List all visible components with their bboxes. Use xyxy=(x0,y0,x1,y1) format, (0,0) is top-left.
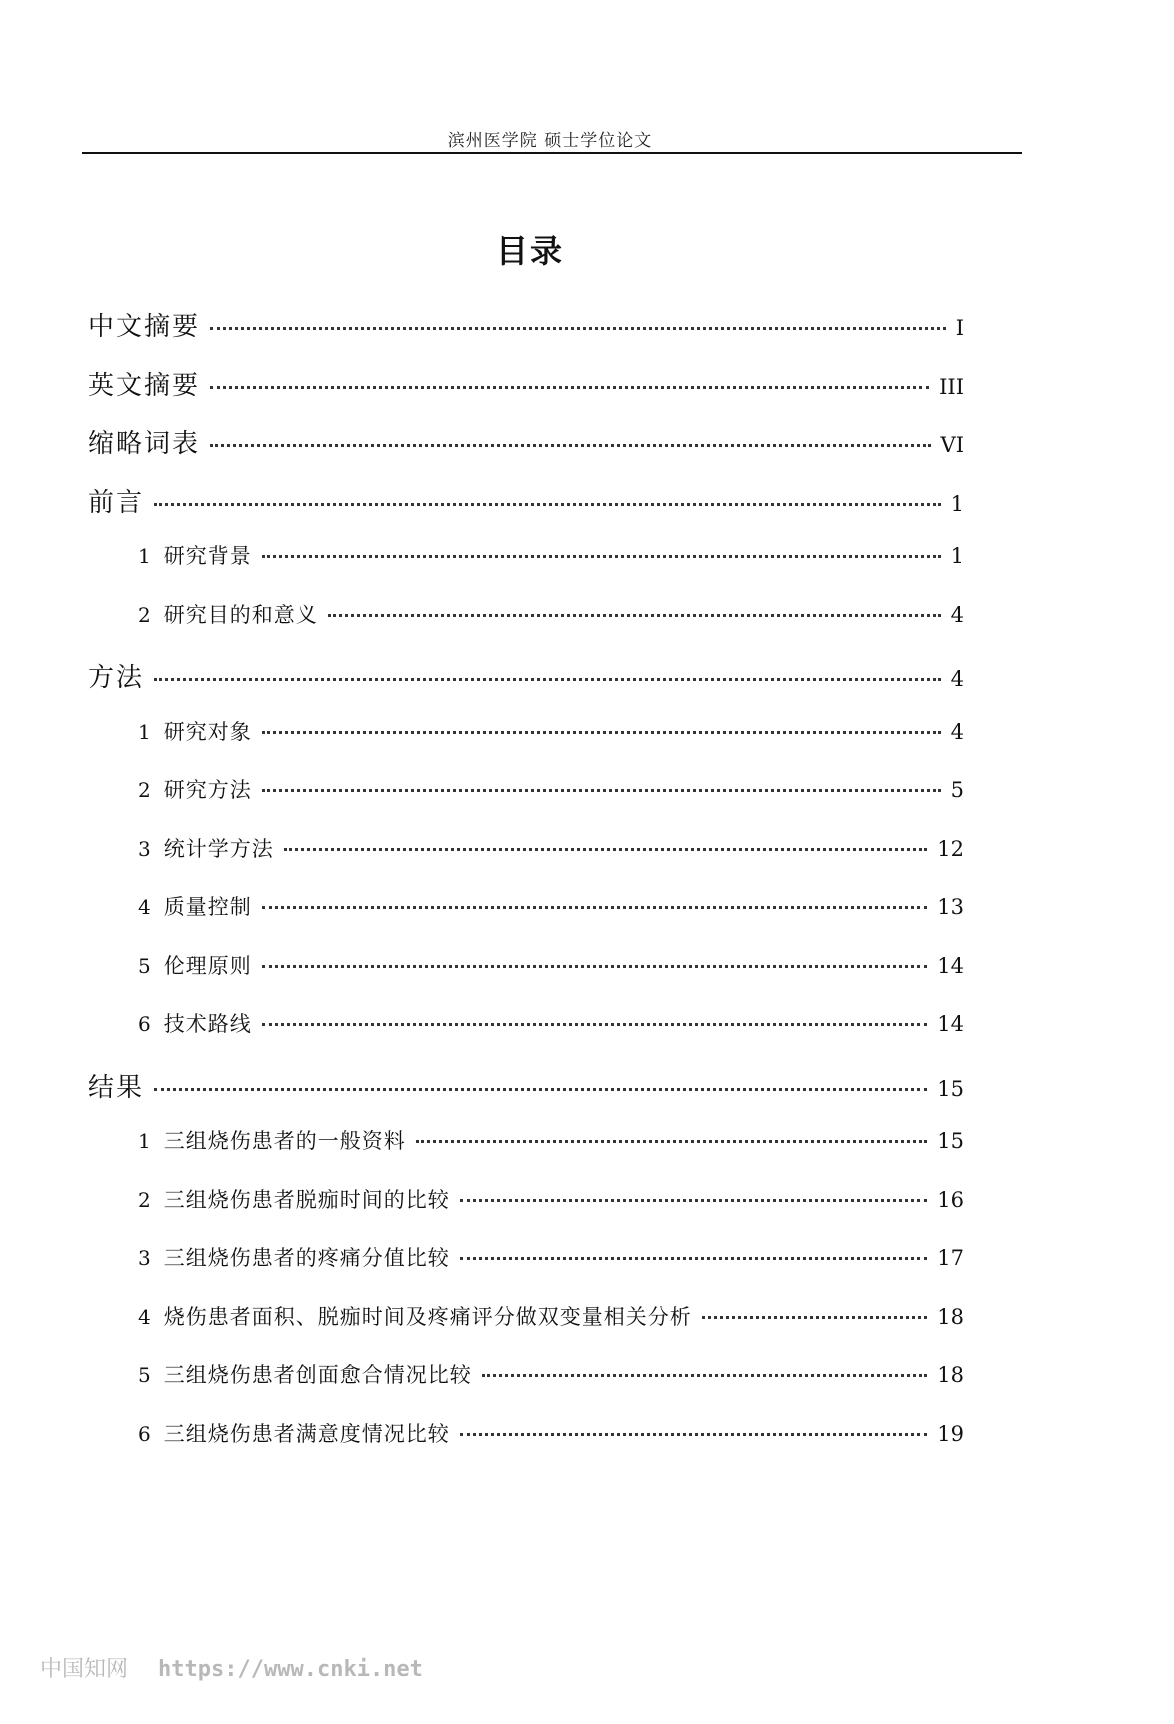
dot-leader xyxy=(284,848,928,851)
toc-entry[interactable] xyxy=(138,1125,964,1155)
toc-entry-label: 研究方法 xyxy=(163,778,252,802)
toc-entry-label: 研究目的和意义 xyxy=(163,603,318,627)
toc-entry-label: 缩略词表 xyxy=(88,429,201,459)
toc-entry-number: 1 xyxy=(138,1129,152,1153)
dot-leader xyxy=(210,386,929,389)
toc-entry-page-number: 5 xyxy=(950,778,964,802)
toc-entry[interactable] xyxy=(138,1008,964,1038)
toc-entry-page-number: 1 xyxy=(950,544,964,568)
toc-entry-label: 前言 xyxy=(88,488,145,518)
toc-entry-page-number: 13 xyxy=(937,895,964,919)
toc-entry-page-number: 16 xyxy=(937,1188,964,1212)
dot-leader xyxy=(328,614,941,617)
toc-entry-label: 三组烧伤患者创面愈合情况比较 xyxy=(163,1363,472,1387)
toc-entry-label: 研究背景 xyxy=(163,544,252,568)
toc-entry-page-number: 15 xyxy=(937,1077,964,1101)
toc-entry[interactable] xyxy=(88,423,964,460)
toc-entry[interactable] xyxy=(138,540,964,570)
toc-entry-page-number: 4 xyxy=(950,603,964,627)
watermark-url: https://www.cnki.net xyxy=(158,1657,423,1682)
toc-entry-number: 2 xyxy=(138,1188,152,1212)
toc-entry[interactable] xyxy=(138,716,964,746)
dot-leader xyxy=(262,906,928,909)
toc-entry[interactable] xyxy=(138,1359,964,1389)
dot-leader xyxy=(482,1374,928,1377)
toc-entry-page-number: 4 xyxy=(950,720,964,744)
toc-entry-page-number: 14 xyxy=(937,954,964,978)
toc-entry[interactable] xyxy=(88,365,964,402)
toc-entry[interactable] xyxy=(88,306,964,343)
toc-entry-label: 三组烧伤患者的一般资料 xyxy=(163,1129,406,1153)
toc-entry-label: 伦理原则 xyxy=(163,954,252,978)
toc-entry-page-number: I xyxy=(955,316,964,340)
dot-leader xyxy=(210,444,931,447)
toc-entry-number: 2 xyxy=(138,778,152,802)
toc-entry-number: 2 xyxy=(138,603,152,627)
toc-entry-number: 3 xyxy=(138,837,152,861)
dot-leader xyxy=(262,731,941,734)
toc-entry-label: 三组烧伤患者脱痂时间的比较 xyxy=(163,1188,450,1212)
toc-entry-page-number: 15 xyxy=(937,1129,964,1153)
toc-entry-page-number: III xyxy=(939,375,964,399)
toc-entry-label: 质量控制 xyxy=(163,895,252,919)
dot-leader xyxy=(460,1257,928,1260)
toc-entry-label: 研究对象 xyxy=(163,720,252,744)
toc-entry-label: 英文摘要 xyxy=(88,371,201,401)
dot-leader xyxy=(262,555,941,558)
toc-entry-page-number: 1 xyxy=(950,492,964,516)
cnki-watermark xyxy=(40,1652,423,1683)
dot-leader xyxy=(460,1199,928,1202)
toc-entry-page-number: 17 xyxy=(937,1246,964,1270)
toc-entry[interactable] xyxy=(138,891,964,921)
toc-entry-page-number: 4 xyxy=(950,667,964,691)
toc-entry-number: 6 xyxy=(138,1422,152,1446)
dot-leader xyxy=(702,1316,928,1319)
toc-entry-page-number: 18 xyxy=(937,1305,964,1329)
dot-leader xyxy=(154,503,941,506)
toc-entry[interactable] xyxy=(138,1184,964,1214)
toc-entry-page-number: 19 xyxy=(937,1422,964,1446)
toc-entry-label: 烧伤患者面积、脱痂时间及疼痛评分做双变量相关分析 xyxy=(163,1305,692,1329)
dot-leader xyxy=(154,1088,927,1091)
running-header: 滨州医学院 硕士学位论文 xyxy=(447,131,653,151)
toc-entry-label: 结果 xyxy=(88,1073,145,1103)
header-rule xyxy=(82,152,1022,154)
toc-entry[interactable] xyxy=(138,599,964,629)
dot-leader xyxy=(460,1433,928,1436)
toc-entry-label: 技术路线 xyxy=(163,1012,252,1036)
toc-entry[interactable] xyxy=(88,482,964,519)
toc-title: 目录 xyxy=(495,232,564,270)
toc-entry-number: 1 xyxy=(138,544,152,568)
toc-entry[interactable] xyxy=(138,1418,964,1448)
watermark-name: 中国知网 xyxy=(40,1657,129,1682)
toc-entry-page-number: 18 xyxy=(937,1363,964,1387)
toc-entry-page-number: VI xyxy=(940,433,964,457)
toc-entry-number: 6 xyxy=(138,1012,152,1036)
toc-entry[interactable] xyxy=(88,657,964,694)
toc-entry[interactable] xyxy=(138,1301,964,1331)
dot-leader xyxy=(210,327,946,330)
toc-entry-number: 1 xyxy=(138,720,152,744)
toc-entry-number: 4 xyxy=(138,895,152,919)
toc-entry[interactable] xyxy=(138,833,964,863)
dot-leader xyxy=(262,789,941,792)
dot-leader xyxy=(262,1023,928,1026)
toc-entry-number: 5 xyxy=(138,1363,152,1387)
dot-leader xyxy=(416,1140,928,1143)
toc-entry-number: 5 xyxy=(138,954,152,978)
toc-entry-number: 3 xyxy=(138,1246,152,1270)
toc-entry-label: 三组烧伤患者的疼痛分值比较 xyxy=(163,1246,450,1270)
toc-entry-number: 4 xyxy=(138,1305,152,1329)
toc-entry[interactable] xyxy=(88,1067,964,1104)
toc-entry-label: 统计学方法 xyxy=(163,837,274,861)
toc-entry-label: 三组烧伤患者满意度情况比较 xyxy=(163,1422,450,1446)
toc-entry[interactable] xyxy=(138,950,964,980)
toc-entry-label: 方法 xyxy=(88,663,145,693)
toc-entry-page-number: 14 xyxy=(937,1012,964,1036)
toc-entry-label: 中文摘要 xyxy=(88,312,201,342)
toc-entry[interactable] xyxy=(138,774,964,804)
toc-entry[interactable] xyxy=(138,1242,964,1272)
dot-leader xyxy=(154,678,941,681)
toc-entry-page-number: 12 xyxy=(937,837,964,861)
dot-leader xyxy=(262,965,928,968)
